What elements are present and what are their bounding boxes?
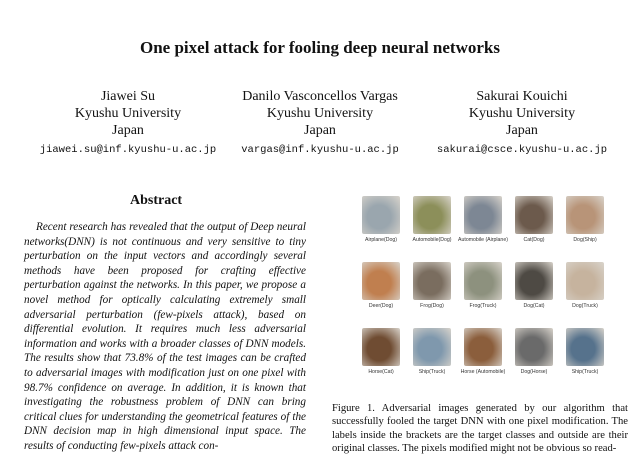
figure-item-label: Automobile (Airplane) bbox=[458, 237, 508, 243]
adversarial-image-thumbnail bbox=[566, 262, 604, 300]
author-name: Sakurai Kouichi bbox=[476, 89, 568, 104]
adversarial-image-thumbnail bbox=[413, 328, 451, 366]
adversarial-image-thumbnail bbox=[515, 196, 553, 234]
figure-item-label: Ship(Truck) bbox=[418, 369, 446, 375]
figure-item-label: Ship(Truck) bbox=[571, 369, 599, 375]
figure-image-grid bbox=[356, 196, 610, 386]
figure-item bbox=[509, 196, 559, 244]
figure-caption: Figure 1. Adversarial images generated by our algorithm that successfully fooled the target DNN with one pixel modification. The labels inside the brackets are the target classes and outside are their original classes. The pixels modified might not be obvious so read- bbox=[332, 403, 628, 455]
figure-item bbox=[356, 328, 406, 376]
figure-item bbox=[407, 196, 457, 244]
author-country: Japan bbox=[506, 123, 538, 138]
figure-item bbox=[356, 196, 406, 244]
author-2 bbox=[220, 88, 420, 159]
author-email: sakurai@csce.kyushu-u.ac.jp bbox=[436, 144, 608, 156]
figure-item-label: Horse(Cat) bbox=[368, 369, 394, 375]
figure-item-label: Dog(Horse) bbox=[520, 369, 548, 375]
abstract-text: Recent research has revealed that the output of Deep neural networks(DNN) is not continuous and very sensitive to tiny perturbation on the input vectors and accordingly several methods have been proposed for crafting effective perturbation against the networks. In this paper, we propose a novel method for optically calculating extremely small adversarial perturbation (few-pixels attack), based on differential evolution. It requires much less adversarial information and works with a broader classes of DNN models. The results show that 73.8% of the test images can be crafted to adversarial images with modification just on one pixel with 98.7% confidence on average. In addition, it is known that investigating the robustness problem of DNN can bring critical clues for understanding the geometrical features of the DNN decision map in high dimensional input space. The results of conducting few-pixels attack con- bbox=[24, 221, 306, 452]
figure-item bbox=[407, 328, 457, 376]
adversarial-image-thumbnail bbox=[362, 328, 400, 366]
adversarial-image-thumbnail bbox=[362, 262, 400, 300]
author-affiliation: Kyushu University bbox=[266, 106, 374, 121]
figure-item-label: Frog(Dog) bbox=[420, 303, 444, 309]
abstract-heading: Abstract bbox=[130, 193, 183, 208]
adversarial-image-thumbnail bbox=[464, 328, 502, 366]
author-email: jiawei.su@inf.kyushu-u.ac.jp bbox=[39, 144, 217, 156]
figure-item-label: Airplane(Dog) bbox=[364, 237, 397, 243]
author-3 bbox=[422, 88, 622, 159]
adversarial-image-thumbnail bbox=[413, 262, 451, 300]
figure-item bbox=[509, 262, 559, 310]
author-name: Danilo Vasconcellos Vargas bbox=[242, 89, 398, 104]
author-country: Japan bbox=[304, 123, 336, 138]
author-affiliation: Kyushu University bbox=[74, 106, 182, 121]
author-country: Japan bbox=[112, 123, 144, 138]
adversarial-image-thumbnail bbox=[515, 328, 553, 366]
author-email: vargas@inf.kyushu-u.ac.jp bbox=[241, 144, 399, 156]
figure-item-label: Horse (Automobile) bbox=[460, 369, 506, 375]
adversarial-image-thumbnail bbox=[464, 262, 502, 300]
figure-item bbox=[509, 328, 559, 376]
adversarial-image-thumbnail bbox=[413, 196, 451, 234]
figure-item bbox=[560, 262, 610, 310]
figure-item-label: Frog(Truck) bbox=[469, 303, 497, 309]
adversarial-image-thumbnail bbox=[464, 196, 502, 234]
figure-item-label: Automobile(Dog) bbox=[412, 237, 452, 243]
figure-item bbox=[407, 262, 457, 310]
figure-item bbox=[560, 196, 610, 244]
figure-item bbox=[356, 262, 406, 310]
figure-item bbox=[458, 196, 508, 244]
figure-item-label: Dog(Ship) bbox=[573, 237, 597, 243]
figure-item-label: Deer(Dog) bbox=[368, 303, 394, 309]
author-name: Jiawei Su bbox=[100, 89, 156, 104]
paper-title: One pixel attack for fooling deep neural networks bbox=[140, 38, 500, 57]
figure-item bbox=[458, 328, 508, 376]
adversarial-image-thumbnail bbox=[566, 328, 604, 366]
figure-item-label: Dog(Cat) bbox=[523, 303, 545, 309]
figure-item-label: Cat(Dog) bbox=[523, 237, 545, 243]
adversarial-image-thumbnail bbox=[566, 196, 604, 234]
figure-item bbox=[560, 328, 610, 376]
author-affiliation: Kyushu University bbox=[468, 106, 576, 121]
figure-item-label: Dog(Truck) bbox=[572, 303, 598, 309]
adversarial-image-thumbnail bbox=[362, 196, 400, 234]
figure-item bbox=[458, 262, 508, 310]
adversarial-image-thumbnail bbox=[515, 262, 553, 300]
author-1 bbox=[28, 88, 228, 159]
